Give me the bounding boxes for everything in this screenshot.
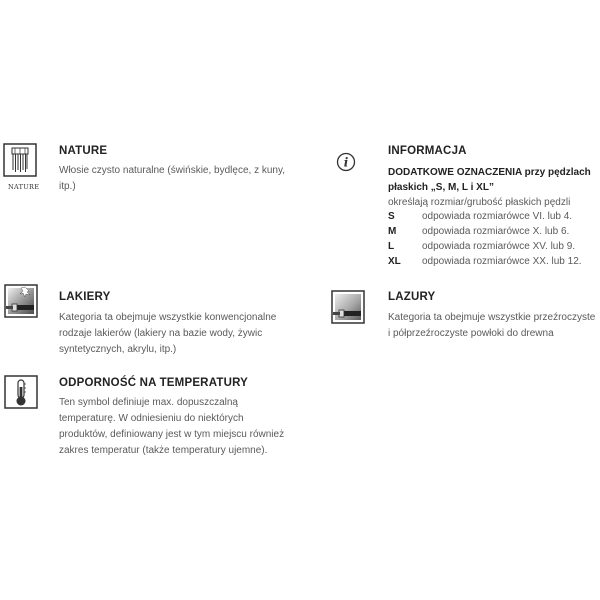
- lazury-stain-brush-icon: [330, 289, 366, 325]
- lakiery-description: Kategoria ta obejmuje wszystkie konwencjonalne rodzaje lakierów (lakiery na bazie wody, żywic syntetycznych, akrylu, itp.): [59, 312, 277, 355]
- lazury-description: Kategoria ta obejmuje wszystkie przeźroczyste i półprzeźroczyste powłoki do drewna: [388, 312, 596, 339]
- nature-icon-label: NATURE: [8, 183, 40, 191]
- informacja-subtitle: określają rozmiar/grubość płaskich pędzli: [388, 197, 571, 208]
- informacja-title: INFORMACJA: [388, 145, 467, 157]
- svg-text:i: i: [343, 155, 349, 170]
- odpornosc-description: Ten symbol definiuje max. dopuszczalną temperaturę. W odniesieniu do niektórych produktów, definiowany jest w tym miejscu również zakres temperatur (także temperatury ujemne).: [59, 397, 285, 456]
- size-row: [388, 254, 582, 269]
- informacja-bold-text: DODATKOWE OZNACZENIA przy pędzlach płaskich „S, M, L i XL”: [388, 167, 591, 193]
- size-row: [388, 224, 569, 239]
- size-desc: odpowiada rozmiarówce VI. lub 4.: [422, 211, 573, 222]
- info-icon: [336, 152, 356, 172]
- thermometer-icon: [3, 374, 39, 410]
- size-desc: odpowiada rozmiarówce XV. lub 9.: [422, 241, 576, 252]
- size-row: [388, 209, 572, 224]
- size-row: [388, 239, 575, 254]
- size-code: XL: [388, 256, 401, 267]
- size-code: S: [388, 211, 395, 222]
- lazury-title: LAZURY: [388, 291, 436, 303]
- size-code: M: [388, 226, 397, 237]
- size-desc: odpowiada rozmiarówce XX. lub 12.: [422, 256, 582, 267]
- lakiery-title: LAKIERY: [59, 291, 111, 303]
- odpornosc-title: ODPORNOŚĆ NA TEMPERATURY: [59, 377, 249, 389]
- nature-title: NATURE: [59, 145, 108, 157]
- lakiery-varnish-brush-icon: [3, 283, 39, 319]
- size-desc: odpowiada rozmiarówce X. lub 6.: [422, 226, 570, 237]
- size-code: L: [388, 241, 395, 252]
- nature-brush-icon: [3, 143, 37, 177]
- nature-description: Włosie czysto naturalne (świńskie, bydlęce, z kuny, itp.): [59, 165, 286, 192]
